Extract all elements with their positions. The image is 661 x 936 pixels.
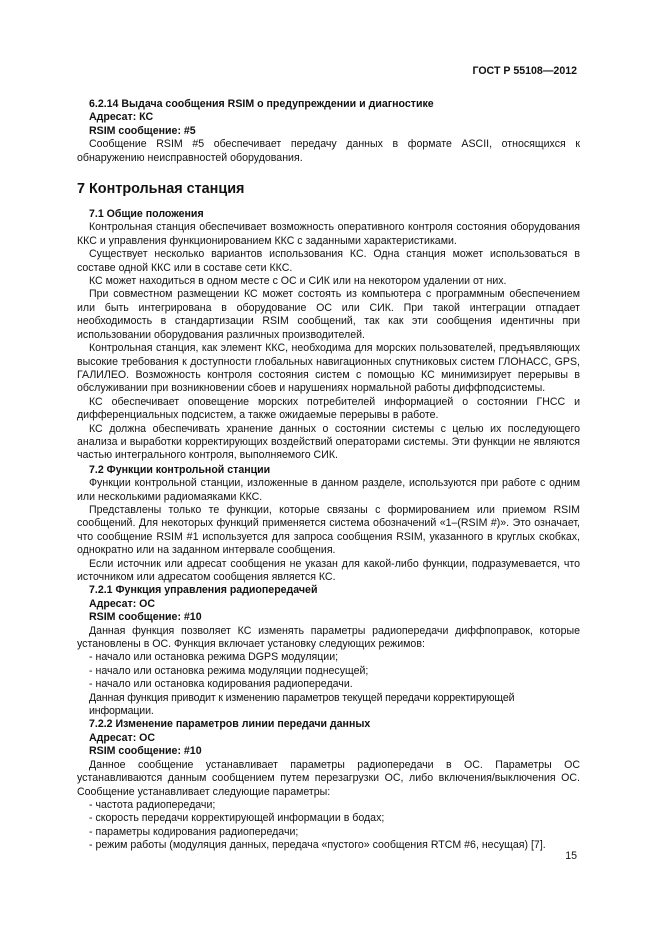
paragraph: КС может находиться в одном месте с ОС и СИК или на некотором удалении от них. [89,275,507,288]
section-7-2-title: 7.2 Функции контрольной станции [89,463,271,476]
list-item: - начало или остановка режима модуляции поднесущей; [89,664,369,677]
list-item: - начало или остановка кодирования радиопередачи. [89,678,353,691]
list-item: - начало или остановка режима DGPS модуляции; [89,651,339,664]
section-7-1-title: 7.1 Общие положения [89,208,204,221]
paragraph: КС должна обеспечивать хранение данных о состоянии системы с целью их последующего анализа и выработки корректирующих воздействий операторами системы. Эти функции не являются частью интегрального контроля, выполняемого СИК. [77,422,580,462]
section-7-2-2-message: RSIM сообщение: #10 [89,745,202,758]
paragraph: Данная функция позволяет КС изменять параметры радиопередачи диффпоправок, которые установлены в ОС. Функция включает установку следующих режимов: [77,624,580,651]
paragraph: Если источник или адресат сообщения не указан для какой-либо функции, подразумевается, что источником или адресатом сообщения является КС. [77,557,580,583]
list-item: - параметры кодирования радиопередачи; [89,825,299,838]
section-7-2-1-title: 7.2.1 Функция управления радиопередачей [89,584,318,597]
paragraph: Существует несколько вариантов использования КС. Одна станция может использоваться в составе одной ККС или в составе сети ККС. [77,248,580,274]
paragraph: Представлены только те функции, которые связаны с формированием или приемом RSIM сообщений. Для некоторых функций применяется система обозначений «1–(RSIM #)». Это означает, что сообщение RSIM #1 используется для запроса сообщения RSIM, указанного в круглых скобках, однократно или на заданном интервале сообщения. [77,503,580,557]
paragraph: Функции контрольной станции, изложенные в данном разделе, используются при работе с одним или несколькими радиомаяками ККС. [77,477,580,503]
document-header: ГОСТ Р 55108—2012 [472,65,577,77]
paragraph: Контрольная станция, как элемент ККС, необходима для морских пользователей, предъявляющих высокие требования к доступности глобальных навигационных спутниковых систем ГЛОНАСС, GPS, ГАЛИЛЕО. Возможность контроля состояния систем с помощью КС минимизирует перерывы в обслуживании при возникновении сбоев и нарушениях нормальной работы диффподсистемы. [77,342,580,395]
paragraph: При совместном размещении КС может состоять из компьютера с программным обеспечением или быть интегрирована в оборудование ОС или СИК. При такой интеграции отпадает необходимость в стандартизации RSIM сообщений, так как эти сообщения идентичны при использовании оборудования различных производителей. [77,288,580,341]
paragraph: Данное сообщение устанавливает параметры радиопередачи в ОС. Параметры ОС устанавливаются данным сообщением путем перезагрузки ОС, либо включения/выключения ОС. Сообщение устанавливает следующие параметры: [77,758,580,798]
section-6-2-14-message: RSIM сообщение: #5 [89,124,196,137]
section-7-2-2-title: 7.2.2 Изменение параметров линии передачи данных [89,718,371,731]
section-6-2-14-title: 6.2.14 Выдача сообщения RSIM о предупреждении и диагностике [89,98,434,110]
section-7-2-1-message: RSIM сообщение: #10 [89,611,202,624]
section-7-2-1-addressee: Адресат: ОС [89,597,156,610]
section-7-2-2-addressee: Адресат: ОС [89,731,156,744]
paragraph: Контрольная станция обеспечивает возможность оперативного контроля состояния оборудования ККС и управления функционированием ККС с заданными характеристиками. [77,221,580,247]
section-6-2-14-text: Сообщение RSIM #5 обеспечивает передачу данных в формате ASCII, относящихся к обнаружению неисправностей оборудования. [77,138,580,164]
paragraph: Данная функция приводит к изменению параметров текущей передачи корректирующей информации. [89,691,515,718]
document-body [77,98,580,853]
section-7-title: 7 Контрольная станция [77,181,245,198]
list-item: - режим работы (модуляция данных, передача «пустого» сообщения RTCM #6, несущая) [7]. [89,839,546,852]
section-6-2-14-addressee: Адресат: КС [89,111,154,124]
list-item: - скорость передачи корректирующей информации в бодах; [89,812,385,825]
page-number: 15 [565,850,577,862]
list-item: - частота радиопередачи; [89,798,216,811]
paragraph: КС обеспечивает оповещение морских потребителей информацией о состоянии ГНСС и дифференциальных подсистем, а также ожидаемые перерывы в работе. [77,395,580,422]
